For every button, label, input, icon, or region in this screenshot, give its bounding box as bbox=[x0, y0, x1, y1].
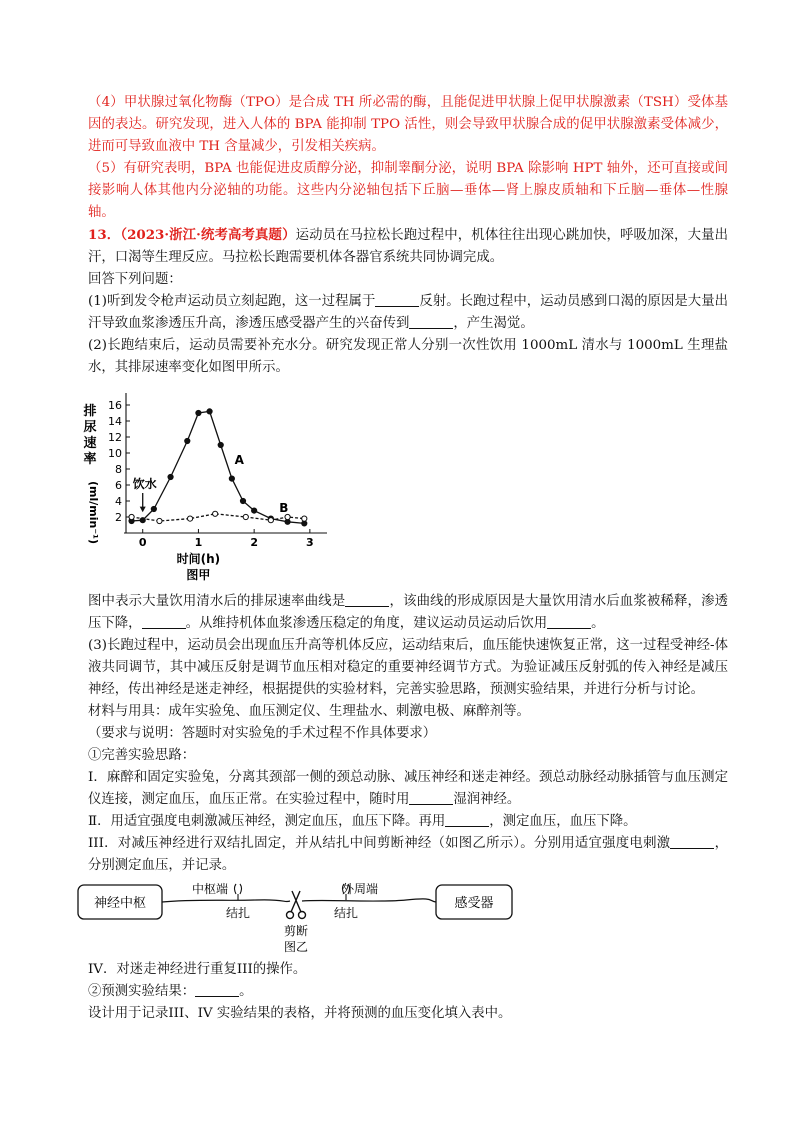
answer-prompt: 回答下列问题： bbox=[88, 272, 182, 287]
nerve-right-segment bbox=[302, 899, 436, 902]
subquestion-2: (2)长跑结束后，运动员需要补充水分。研究发现正常人分别一次性饮用 1000mL 清水与 1000mL 生理盐水，其排尿速率变化如图甲所示。 bbox=[88, 338, 728, 375]
step-ii-text-b: ，测定血压，血压下降。 bbox=[489, 814, 637, 829]
step-ii bbox=[88, 811, 728, 833]
y-tick-label: 8 bbox=[115, 463, 122, 476]
q2b-text-a: 图中表示大量饮用清水后的排尿速率曲线是 bbox=[88, 594, 346, 609]
ligature-left-label: 结扎 bbox=[226, 906, 251, 920]
data-point-A bbox=[151, 506, 156, 511]
x-tick-label: 0 bbox=[138, 536, 147, 549]
sub2-text-b: 。 bbox=[239, 984, 253, 999]
x-axis-label: 时间(h) bbox=[176, 552, 221, 566]
blank-2[interactable] bbox=[409, 314, 453, 329]
x-tick-label: 1 bbox=[194, 536, 203, 549]
requirement-note: （要求与说明：答题时对实验兔的手术过程不作具体要求） bbox=[88, 726, 437, 741]
data-point-B bbox=[213, 511, 218, 516]
page-content bbox=[83, 92, 729, 1025]
data-point-A bbox=[229, 476, 234, 481]
receptor-label: 感受器 bbox=[454, 896, 494, 911]
step-iv: IV．对迷走神经进行重复III的操作。 bbox=[88, 962, 307, 977]
answer-paragraph-5: （5）有研究表明，BPA 也能促进皮质醇分泌，抑制睾酮分泌，说明 BPA 除影响 HPT 轴外，还可直接或间接影响人体其他内分泌轴的功能。这些内分泌轴包括下丘脑—垂体—肾上腺皮质轴和下丘脑—垂体—性腺轴。 bbox=[88, 161, 728, 220]
scissors-icon bbox=[287, 891, 306, 919]
ligature-left-icon bbox=[235, 884, 242, 900]
q1-text-c: ，产生渴觉。 bbox=[453, 316, 534, 331]
table-requirement: 设计用于记录III、IV 实验结果的表格，并将预测的血压变化填入表中。 bbox=[88, 1006, 512, 1021]
q2b-text-c: 。从维持机体血浆渗透压稳定的角度，建议运动员运动后饮用 bbox=[185, 616, 548, 631]
blank-3[interactable] bbox=[345, 592, 389, 607]
data-point-A bbox=[196, 410, 201, 415]
x-tick-label: 3 bbox=[306, 536, 314, 549]
y-tick-label: 6 bbox=[115, 479, 122, 492]
y-tick-label: 16 bbox=[108, 399, 122, 412]
y-axis-label-char: 速 bbox=[83, 436, 97, 451]
q1-text-b: 反射。长跑过程中，运动员感到口渴的原因是大量出汗导致血浆渗透压升高，渗透压感受器产生的兴奋传到 bbox=[88, 294, 729, 331]
q2b-text-b: ，该曲线的形成原因是大量饮用清水后血浆被稀释，渗透压下降， bbox=[88, 594, 729, 631]
sub-part-2 bbox=[88, 981, 728, 1003]
step-i-text-b: 湿润神经。 bbox=[453, 792, 521, 807]
question-stem-text: 运动员在马拉松长跑过程中，机体往往出现心跳加快，呼吸加深，大量出汗，口渴等生理反应。马拉松长跑需要机体各器官系统共同协调完成。 bbox=[88, 228, 728, 265]
chart-title: 图甲 bbox=[186, 568, 211, 582]
nerve-left-segment bbox=[162, 900, 290, 902]
series-label-B: B bbox=[279, 501, 289, 516]
series-label-A: A bbox=[234, 453, 244, 468]
data-point-B bbox=[268, 518, 273, 523]
step-iii-text-b: ，分别测定血压，并记录。 bbox=[88, 836, 729, 873]
blank-8[interactable] bbox=[670, 834, 714, 849]
data-point-B bbox=[243, 514, 248, 519]
sub2-text-a: ②预测实验结果： bbox=[88, 984, 196, 999]
y-tick-label: 2 bbox=[115, 511, 122, 524]
figure-yi-caption: 图乙 bbox=[283, 940, 309, 954]
blank-5[interactable] bbox=[547, 614, 591, 629]
step-iii bbox=[88, 833, 728, 877]
subquestion-1 bbox=[88, 291, 728, 335]
question-source: （2023·浙江·统考高考真题） bbox=[120, 227, 296, 243]
answer-paragraph-4: （4）甲状腺过氧化物酶（TPO）是合成 TH 所必需的酶，且能促进甲状腺上促甲状腺激素（TSH）受体基因的表达。研究发现，进入人体的 BPA 能抑制 TPO 活性，则会导致甲状腺合成的促甲状腺激素受体减少，进而可导致血液中 TH 含量减少，引发相关疾病。 bbox=[88, 95, 728, 154]
data-point-A bbox=[252, 508, 257, 513]
central-end-label: 中枢端 bbox=[192, 882, 229, 896]
blank-7[interactable] bbox=[445, 812, 489, 827]
y-axis-unit: (ml/min⁻¹) bbox=[87, 481, 100, 544]
data-point-B bbox=[187, 516, 192, 521]
step-ii-text-a: Ⅱ．用适宜强度电刺激减压神经，测定血压，血压下降。再用 bbox=[88, 814, 446, 829]
blank-6[interactable] bbox=[409, 790, 453, 805]
q2b-text-d: 。 bbox=[591, 616, 605, 631]
y-axis-label-char: 排 bbox=[83, 404, 97, 419]
drink-arrow-head bbox=[140, 507, 146, 513]
data-point-B bbox=[129, 514, 134, 519]
blank-4[interactable] bbox=[142, 614, 186, 629]
figure-yi-diagram bbox=[76, 879, 516, 957]
sub-part-1: ①完善实验思路： bbox=[88, 748, 196, 763]
blank-9[interactable] bbox=[195, 982, 239, 997]
data-point-A bbox=[207, 409, 212, 414]
y-tick-label: 14 bbox=[108, 415, 122, 428]
step-i bbox=[88, 767, 728, 811]
y-tick-label: 10 bbox=[108, 447, 122, 460]
question-number: 13． bbox=[88, 227, 121, 243]
subquestion-3: (3)长跑过程中，运动员会出现血压升高等机体反应，运动结束后，血压能快速恢复正常，这一过程受神经-体液共同调节，其中减压反射是调节血压相对稳定的重要神经调节方式。为验证减压反射弧的传入神经是减压神经，传出神经是迷走神经，根据提供的实验材料，完善实验思路，预测实验结果，并进行分析与讨论。 bbox=[88, 638, 728, 697]
ligature-right-label: 结扎 bbox=[334, 906, 359, 920]
step-i-text-a: I．麻醉和固定实验兔，分离其颈部一侧的颈总动脉、减压神经和迷走神经。颈总动脉经动脉插管与血压测定仪连接，测定血压，血压正常。在实验过程中，随时用 bbox=[88, 770, 728, 807]
data-point-B bbox=[157, 518, 162, 523]
data-point-B bbox=[302, 516, 307, 521]
data-point-A bbox=[168, 474, 173, 479]
data-point-A bbox=[185, 438, 190, 443]
materials: 材料与用具：成年实验兔、血压测定仪、生理盐水、刺激电极、麻醉剂等。 bbox=[88, 704, 530, 719]
y-axis-label-char: 尿 bbox=[83, 420, 97, 435]
data-point-A bbox=[218, 442, 223, 447]
cut-label: 剪断 bbox=[283, 924, 309, 938]
nerve-center-label: 神经中枢 bbox=[93, 896, 147, 911]
y-axis-label-char: 率 bbox=[83, 452, 97, 467]
y-tick-label: 4 bbox=[115, 495, 122, 508]
figure-jia-chart bbox=[76, 385, 336, 585]
drink-annotation: 饮水 bbox=[132, 477, 157, 492]
data-point-A bbox=[240, 498, 245, 503]
step-iii-text-a: III．对减压神经进行双结扎固定，并从结扎中间剪断神经（如图乙所示）。分别用适宜强度电刺激 bbox=[88, 836, 671, 851]
subquestion-2-b bbox=[88, 591, 728, 635]
y-tick-label: 12 bbox=[108, 431, 122, 444]
x-tick-label: 2 bbox=[250, 536, 258, 549]
blank-1[interactable] bbox=[375, 292, 419, 307]
question-13-stem bbox=[88, 224, 728, 269]
peripheral-end-label: 外周端 bbox=[342, 882, 379, 896]
q1-text-a: (1)听到发令枪声运动员立刻起跑，这一过程属于 bbox=[88, 294, 376, 309]
